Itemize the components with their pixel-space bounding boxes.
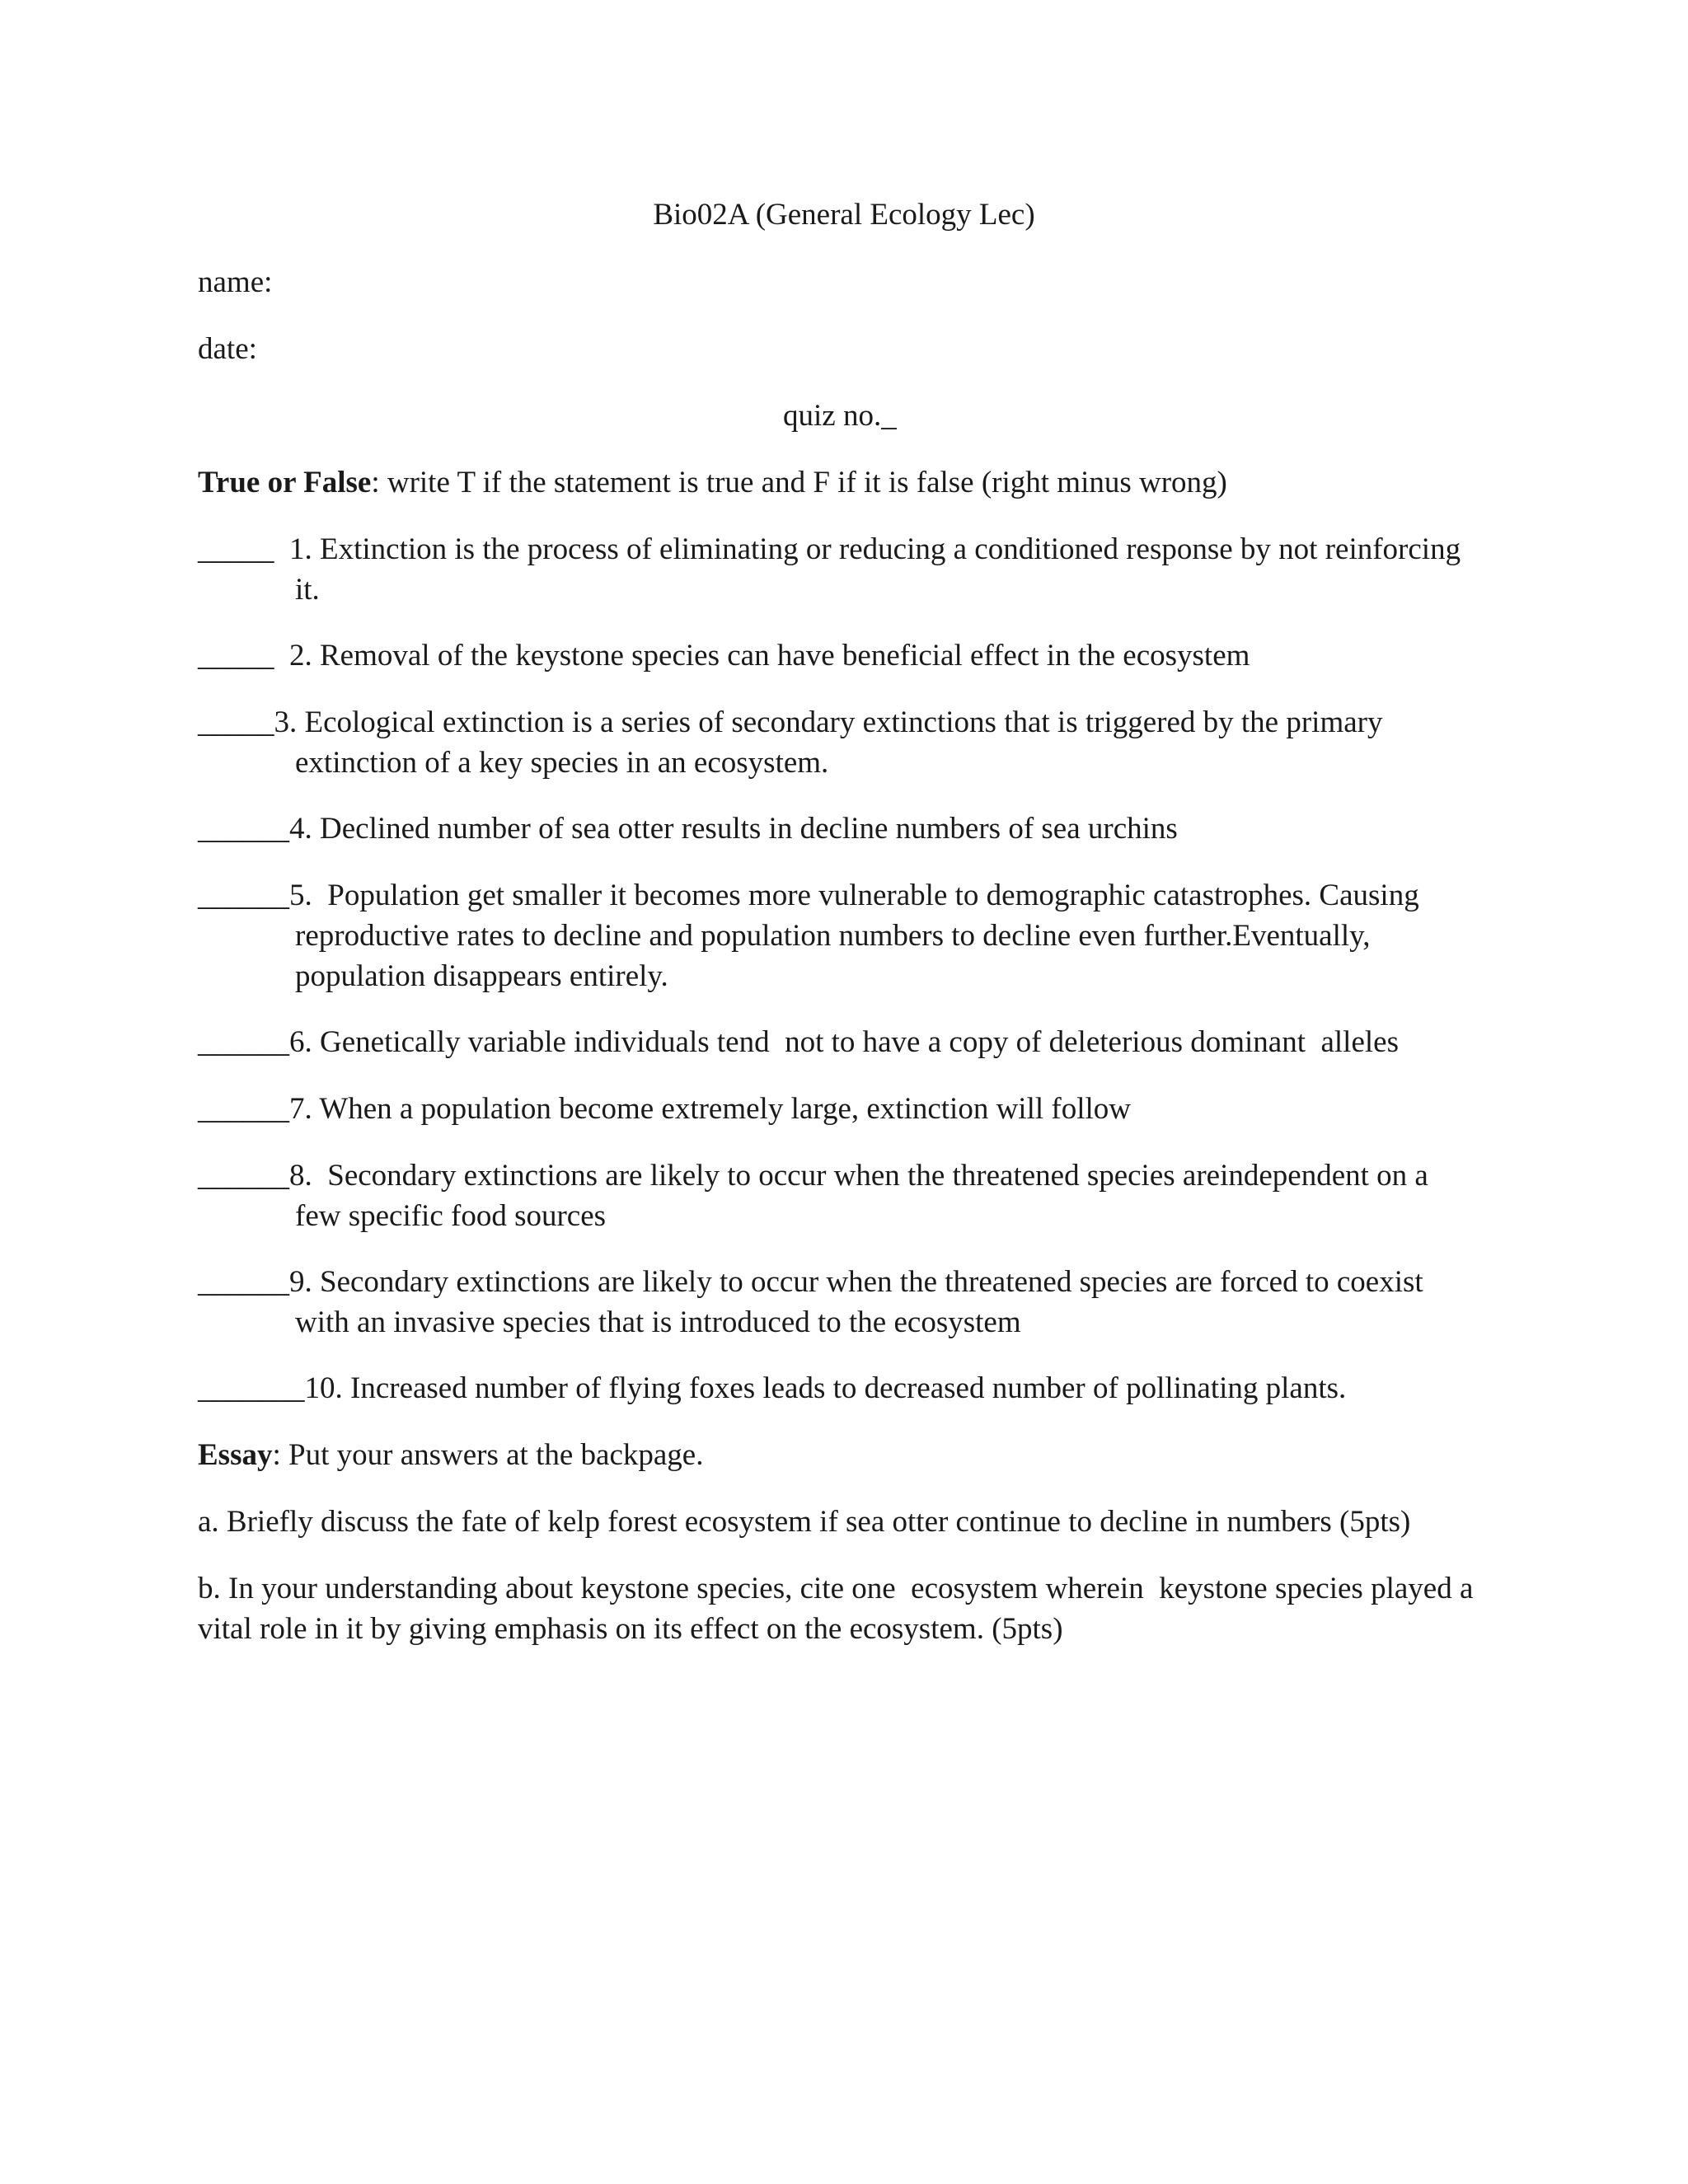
answer-blank-8[interactable]: ______ <box>198 1159 289 1193</box>
question-item-10 <box>198 1368 1346 1408</box>
true-false-instruction-text: : write T if the statement is true and F if it is false (right minus wrong) <box>371 466 1227 499</box>
essay-question-b <box>198 1568 1473 1649</box>
question-item-1 <box>198 529 1461 610</box>
question-item-6 <box>198 1022 1399 1062</box>
answer-blank-7[interactable]: ______ <box>198 1092 289 1126</box>
essay-question-b-line-1: b. In your understanding about keystone species, cite one ecosystem wherein keystone species played a <box>198 1572 1474 1605</box>
answer-blank-9[interactable]: ______ <box>198 1265 289 1299</box>
question-text-8-continued: few specific food sources <box>295 1199 607 1233</box>
question-text-2: 2. Removal of the keystone species can have beneficial effect in the ecosystem <box>274 639 1250 673</box>
question-text-6: 6. Genetically variable individuals tend not to have a copy of deleterious dominant alleles <box>289 1025 1399 1059</box>
essay-question-a: a. Briefly discuss the fate of kelp forest ecosystem if sea otter continue to decline in numbers (5pts) <box>198 1505 1411 1539</box>
answer-blank-4[interactable]: ______ <box>198 812 289 846</box>
answer-blank-2[interactable]: _____ <box>198 639 274 673</box>
answer-blank-3[interactable]: _____ <box>198 705 274 739</box>
question-text-9-continued: with an invasive species that is introduced to the ecosystem <box>295 1305 1021 1339</box>
question-text-4: 4. Declined number of sea otter results in decline numbers of sea urchins <box>289 812 1178 846</box>
question-item-4 <box>198 808 1178 849</box>
question-text-3: 3. Ecological extinction is a series of secondary extinctions that is triggered by the primary <box>274 705 1383 739</box>
question-text-10: 10. Increased number of flying foxes leads to decreased number of pollinating plants. <box>304 1371 1347 1405</box>
essay-heading: Essay <box>198 1438 273 1472</box>
question-text-7: 7. When a population become extremely large, extinction will follow <box>289 1092 1131 1126</box>
name-label: name: <box>198 265 273 299</box>
question-text-3-continued: extinction of a key species in an ecosystem. <box>295 746 829 780</box>
essay-instruction-text: : Put your answers at the backpage. <box>272 1438 704 1472</box>
question-text-9: 9. Secondary extinctions are likely to occur when the threatened species are forced to coexist <box>289 1265 1423 1299</box>
true-false-heading: True or False <box>198 466 372 499</box>
answer-blank-1[interactable]: _____ <box>198 532 274 566</box>
question-item-5 <box>198 875 1419 996</box>
question-text-1: 1. Extinction is the process of eliminating or reducing a conditioned response by not reinforcing <box>274 532 1461 566</box>
quiz-number-label: quiz no._ <box>783 399 897 433</box>
question-text-5-continued-1: reproductive rates to decline and population numbers to decline even further.Eventually, <box>295 919 1371 953</box>
question-text-1-continued: it. <box>295 573 320 607</box>
question-item-2 <box>198 635 1250 676</box>
true-false-instructions <box>198 462 1227 503</box>
essay-instructions <box>198 1435 703 1475</box>
answer-blank-10[interactable]: _______ <box>198 1371 305 1405</box>
question-item-7 <box>198 1089 1131 1129</box>
question-text-5-continued-2: population disappears entirely. <box>295 959 668 993</box>
question-text-5: 5. Population get smaller it becomes more vulnerable to demographic catastrophes. Causing <box>289 879 1419 912</box>
question-text-8: 8. Secondary extinctions are likely to occur when the threatened species areindependent on a <box>289 1159 1428 1193</box>
date-label: date: <box>198 332 257 366</box>
essay-question-b-line-2: vital role in it by giving emphasis on its effect on the ecosystem. (5pts) <box>198 1612 1063 1646</box>
course-title: Bio02A (General Ecology Lec) <box>653 198 1035 232</box>
question-item-3 <box>198 702 1382 783</box>
question-item-8 <box>198 1155 1428 1236</box>
answer-blank-6[interactable]: ______ <box>198 1025 289 1059</box>
answer-blank-5[interactable]: ______ <box>198 879 289 912</box>
question-item-9 <box>198 1262 1423 1343</box>
